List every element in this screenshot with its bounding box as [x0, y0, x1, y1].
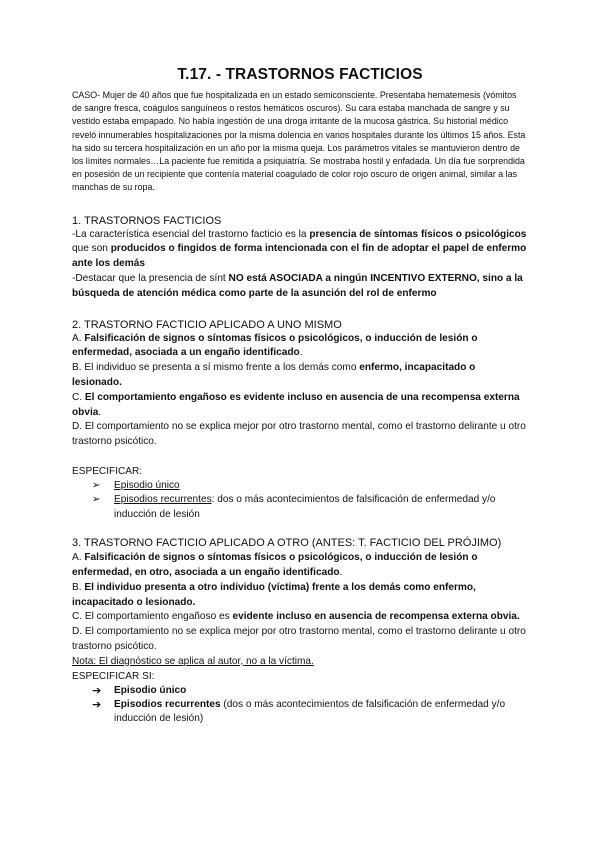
section-1-title: 1. TRASTORNOS FACTICIOS: [72, 214, 222, 227]
section-2-title: 2. TRASTORNO FACTICIO APLICADO A UNO MISMO: [72, 318, 342, 331]
text-run: que son: [72, 243, 111, 255]
bold-run: Falsificación de signos o síntomas físicos o psicológicos, o inducción de lesión o enfermedad, asociada a un engaño identificado: [72, 332, 478, 359]
case-label: CASO: [72, 90, 98, 100]
text-run: C. El comportamiento engañoso es: [72, 611, 233, 623]
text-run: C.: [72, 391, 85, 403]
bold-run: Episodios recurrentes: [114, 698, 221, 710]
text-run: .: [339, 567, 343, 578]
bold-run: Falsificación de signos o síntomas físicos o psicológicos, o inducción de lesión o enfermedad, en otro, asociada a un engaño identificado: [72, 552, 478, 578]
bold-run: producidos o fingidos de forma intencionada con el fin de adoptar el papel de enfermo ante los demás: [72, 243, 527, 270]
list-item-text: Episodio único: [114, 684, 187, 696]
text-run: -La característica esencial del trastorno facticio es la: [72, 228, 310, 240]
text-run: .: [299, 347, 303, 359]
text-run: : dos o más acontecimientos de falsificación de enfermedad y/o inducción de lesión: [114, 494, 496, 520]
criterion-a: [72, 332, 528, 362]
underlined-run: Episodios recurrentes: [114, 494, 212, 506]
list-item: [92, 493, 528, 522]
arrow-bullet-icon: ➔: [92, 684, 102, 697]
criterion-b: [72, 361, 528, 391]
specify-heading: ESPECIFICAR:: [72, 465, 143, 477]
specify-list: [72, 684, 528, 727]
bold-run: enfermo, incapacitado o lesionado.: [72, 362, 476, 388]
criterion-a: [72, 551, 528, 581]
case-paragraph: [72, 89, 528, 195]
bold-run: presencia de síntomas físicos o psicológicos: [309, 228, 527, 240]
text-run: A.: [72, 332, 85, 344]
criterion-d: D. El comportamiento no se explica mejor por otro trastorno mental, como el trastorno delirante u otro trastorno psicótico.: [72, 626, 526, 652]
text-run: -Destacar que la presencia de sínt: [72, 273, 229, 285]
section-3-title: 3. TRASTORNO FACTICIO APLICADO A OTRO (ANTES: T. FACTICIO DEL PRÓJIMO): [72, 537, 502, 550]
list-item: [92, 479, 528, 493]
list-item-text: Episodio único: [114, 479, 180, 491]
section-1-paragraph-2: [72, 272, 528, 302]
criterion-c: [72, 391, 528, 421]
bold-run: evidente incluso en ausencia de recompensa externa obvia.: [232, 611, 520, 623]
section-aplicado-a-otro: [72, 536, 528, 727]
arrowhead-bullet-icon: ➢: [92, 479, 101, 491]
specify-heading: ESPECIFICAR SI:: [72, 670, 155, 682]
bold-run: NO está ASOCIADA a ningún INCENTIVO EXTERNO, sino a la búsqueda de atención médica como parte de la asunción del rol de enfermo: [72, 273, 523, 299]
section-1-paragraph-1: [72, 228, 528, 272]
list-item-text: [114, 698, 528, 727]
text-run: .: [98, 406, 102, 418]
text-run: (dos o más acontecimientos de falsificación de enfermedad y/o inducción de lesión): [114, 698, 506, 725]
case-text: - Mujer de 40 años que fue hospitalizada en un estado semiconsciente. Presentaba hematemesis (vómitos de sangre fresca, coágulos sanguíneos o restos hemáticos oscuros). Su cara estaba manchada de sangre y su vestido estaba empapado. No había ingestión de una droga irritante de la mucosa gástrica. Su historial médico reveló innumerables hospitalizaciones por la misma dolencia en varios hospitales durante los últimos 15 años. Esta ha sido su tercera hospitalización en un año por la misma queja. Los parámetros vitales se mantuvieron dentro de los límites normales…La paciente fue remitida a psiquiatría. Se mostraba hostil y enfadada. Un día fue sorprendida en posesión de un recipiente que contenía material coagulado de color rojo oscuro de origen animal, similar a las manchas de su ropa.: [72, 90, 526, 193]
list-item: [92, 684, 528, 698]
list-item-text: [114, 493, 528, 522]
arrowhead-bullet-icon: ➢: [92, 494, 101, 506]
note: Nota: El diagnóstico se aplica al autor, no a la víctima.: [72, 655, 314, 667]
criterion-c: [72, 610, 528, 625]
section-trastornos-facticios: [72, 214, 528, 302]
specify-block: [72, 465, 528, 522]
bold-run: El individuo presenta a otro individuo (víctima) frente a los demás como enfermo, incapacitado o lesionado.: [72, 581, 476, 608]
list-item: [92, 698, 528, 727]
criterion-b: [72, 581, 528, 611]
specify-list: [72, 479, 528, 522]
arrow-bullet-icon: ➔: [92, 698, 102, 711]
document-title: T.17. - TRASTORNOS FACTICIOS: [177, 66, 423, 83]
section-aplicado-uno-mismo: [72, 318, 528, 523]
text-run: A.: [72, 552, 85, 564]
text-run: B. El individuo se presenta a sí mismo frente a los demás como: [72, 362, 360, 374]
text-run: B.: [72, 581, 85, 593]
bold-run: El comportamiento engañoso es evidente incluso en ausencia de una recompensa externa obvia: [72, 391, 520, 418]
criterion-d: D. El comportamiento no se explica mejor por otro trastorno mental, como el trastorno delirante u otro trastorno psicótico.: [72, 421, 526, 448]
